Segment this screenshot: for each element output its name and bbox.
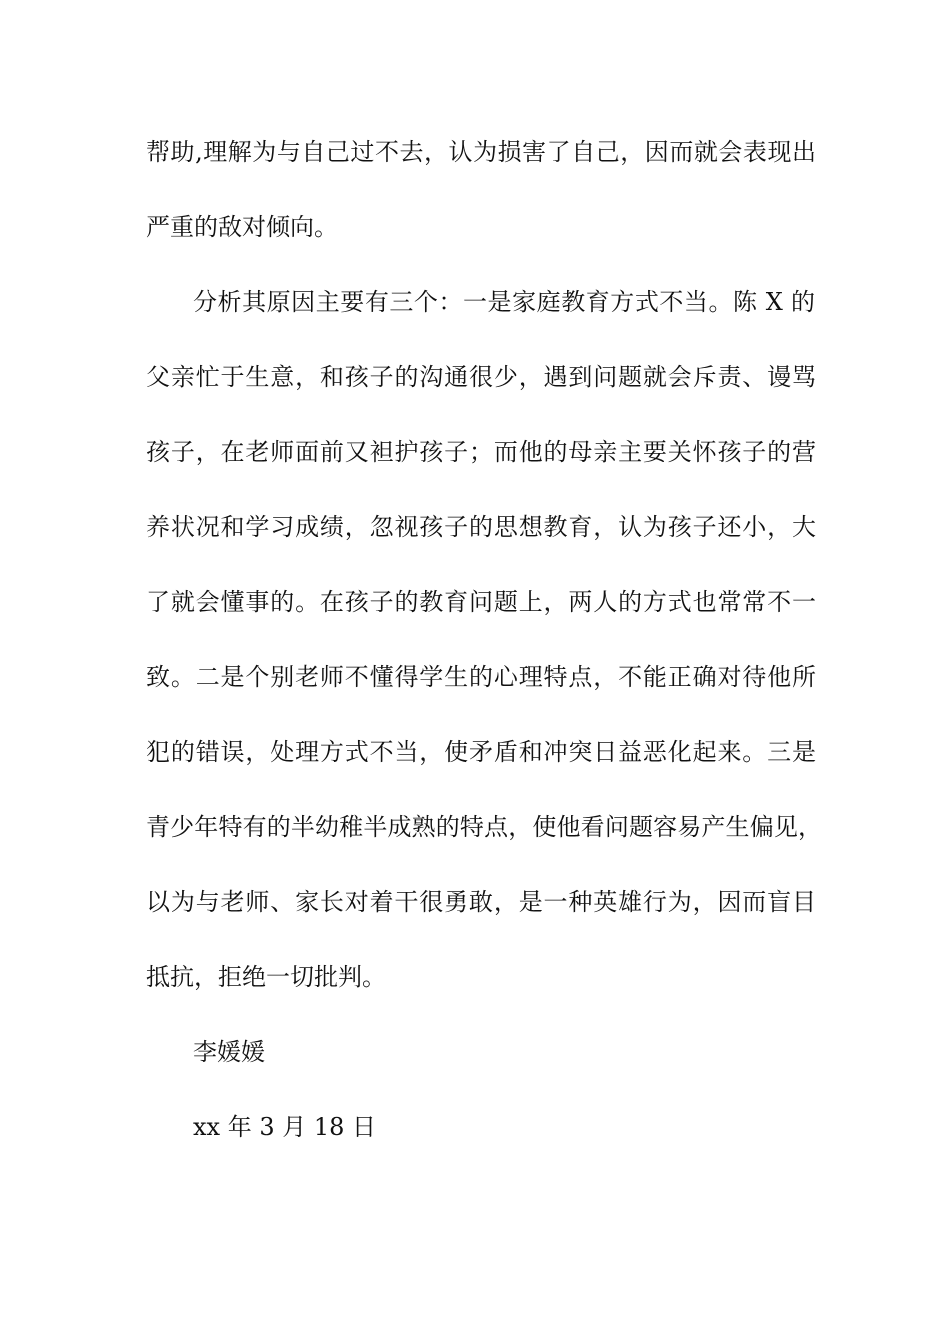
paragraph-line-12: 抵抗，拒绝一切批判。 xyxy=(146,963,386,991)
paragraph-line-10: 青少年特有的半幼稚半成熟的特点，使他看问题容易产生偏见， xyxy=(146,813,822,841)
paragraph-line-5: 孩子，在老师面前又袒护孩子；而他的母亲主要关怀孩子的营 xyxy=(146,438,816,466)
paragraph-line-11: 以为与老师、家长对着干很勇敢，是一种英雄行为，因而盲目 xyxy=(146,888,816,916)
paragraph-line-8: 致。二是个别老师不懂得学生的心理特点，不能正确对待他所 xyxy=(146,663,816,691)
paragraph-line-9: 犯的错误，处理方式不当，使矛盾和冲突日益恶化起来。三是 xyxy=(146,738,816,766)
paragraph-line-3: 分析其原因主要有三个：一是家庭教育方式不当。陈 X 的 xyxy=(193,288,815,316)
paragraph-line-4: 父亲忙于生意，和孩子的沟通很少，遇到问题就会斥责、谩骂 xyxy=(146,363,816,391)
signature-name: 李媛媛 xyxy=(193,1038,265,1066)
signature-date: xx 年 3 月 18 日 xyxy=(193,1113,377,1141)
paragraph-line-6: 养状况和学习成绩，忽视孩子的思想教育，认为孩子还小，大 xyxy=(146,513,816,541)
paragraph-line-1: 帮助,理解为与自己过不去，认为损害了自己，因而就会表现出 xyxy=(146,138,816,166)
paragraph-line-2: 严重的敌对倾向。 xyxy=(146,213,338,241)
paragraph-line-7: 了就会懂事的。在孩子的教育问题上，两人的方式也常常不一 xyxy=(146,588,816,616)
